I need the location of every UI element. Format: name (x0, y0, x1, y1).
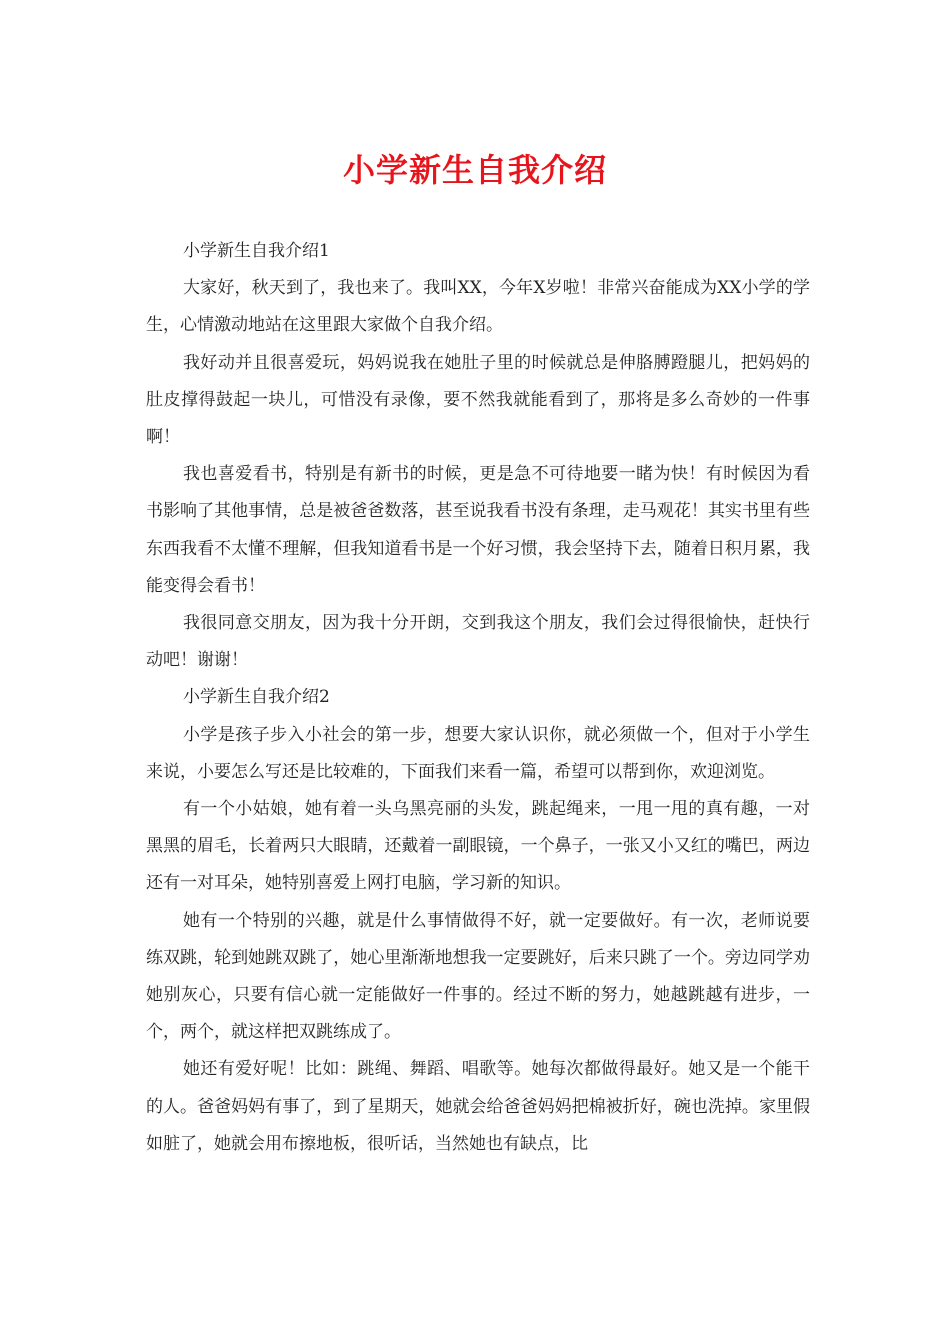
paragraph: 小学是孩子步入小社会的第一步，想要大家认识你，就必须做一个，但对于小学生来说，小要怎么写还是比较难的，下面我们来看一篇，希望可以帮到你，欢迎浏览。 (146, 724, 810, 782)
section-heading-2: 小学新生自我介绍2 (183, 687, 330, 708)
paragraph: 大家好，秋天到了，我也来了。我叫XX，今年X岁啦！非常兴奋能成为XX小学的学生，心情激动地站在这里跟大家做个自我介绍。 (146, 278, 810, 336)
paragraph: 有一个小姑娘，她有着一头乌黑亮丽的头发，跳起绳来，一甩一甩的真有趣，一对黑黑的眉毛，长着两只大眼睛，还戴着一副眼镜，一个鼻子，一张又小又红的嘴巴，两边还有一对耳朵，她特别喜爱上网打电脑，学习新的知识。 (146, 799, 810, 894)
paragraph: 我很同意交朋友，因为我十分开朗，交到我这个朋友，我们会过得很愉快，赶快行动吧！谢谢！ (146, 613, 810, 671)
paragraph: 她有一个特别的兴趣，就是什么事情做得不好，就一定要做好。有一次，老师说要练双跳，轮到她跳双跳了，她心里渐渐地想我一定要跳好，后来只跳了一个。旁边同学劝她别灰心，只要有信心就一定能做好一件事的。经过不断的努力，她越跳越有进步，一个，两个，就这样把双跳练成了。 (146, 910, 810, 1043)
paragraph: 她还有爱好呢！比如：跳绳、舞蹈、唱歌等。她每次都做得最好。她又是一个能干的人。爸爸妈妈有事了，到了星期天，她就会给爸爸妈妈把棉被折好，碗也洗掉。家里假如脏了，她就会用布擦地板，很听话，当然她也有缺点，比 (146, 1059, 810, 1154)
paragraph: 我好动并且很喜爱玩，妈妈说我在她肚子里的时候就总是伸胳膊蹬腿儿，把妈妈的肚皮撑得鼓起一块儿，可惜没有录像，要不然我就能看到了，那将是多么奇妙的一件事啊！ (146, 352, 810, 448)
document-body (146, 233, 810, 1163)
section-heading-1: 小学新生自我介绍1 (183, 241, 330, 261)
document-title: 小学新生自我介绍 (342, 151, 607, 189)
paragraph: 我也喜爱看书，特别是有新书的时候，更是急不可待地要一睹为快！有时候因为看书影响了其他事情，总是被爸爸数落，甚至说我看书没有条理，走马观花！其实书里有些东西我看不太懂不理解，但我知道看书是一个好习惯，我会坚持下去，随着日积月累，我能变得会看书！ (146, 464, 810, 596)
